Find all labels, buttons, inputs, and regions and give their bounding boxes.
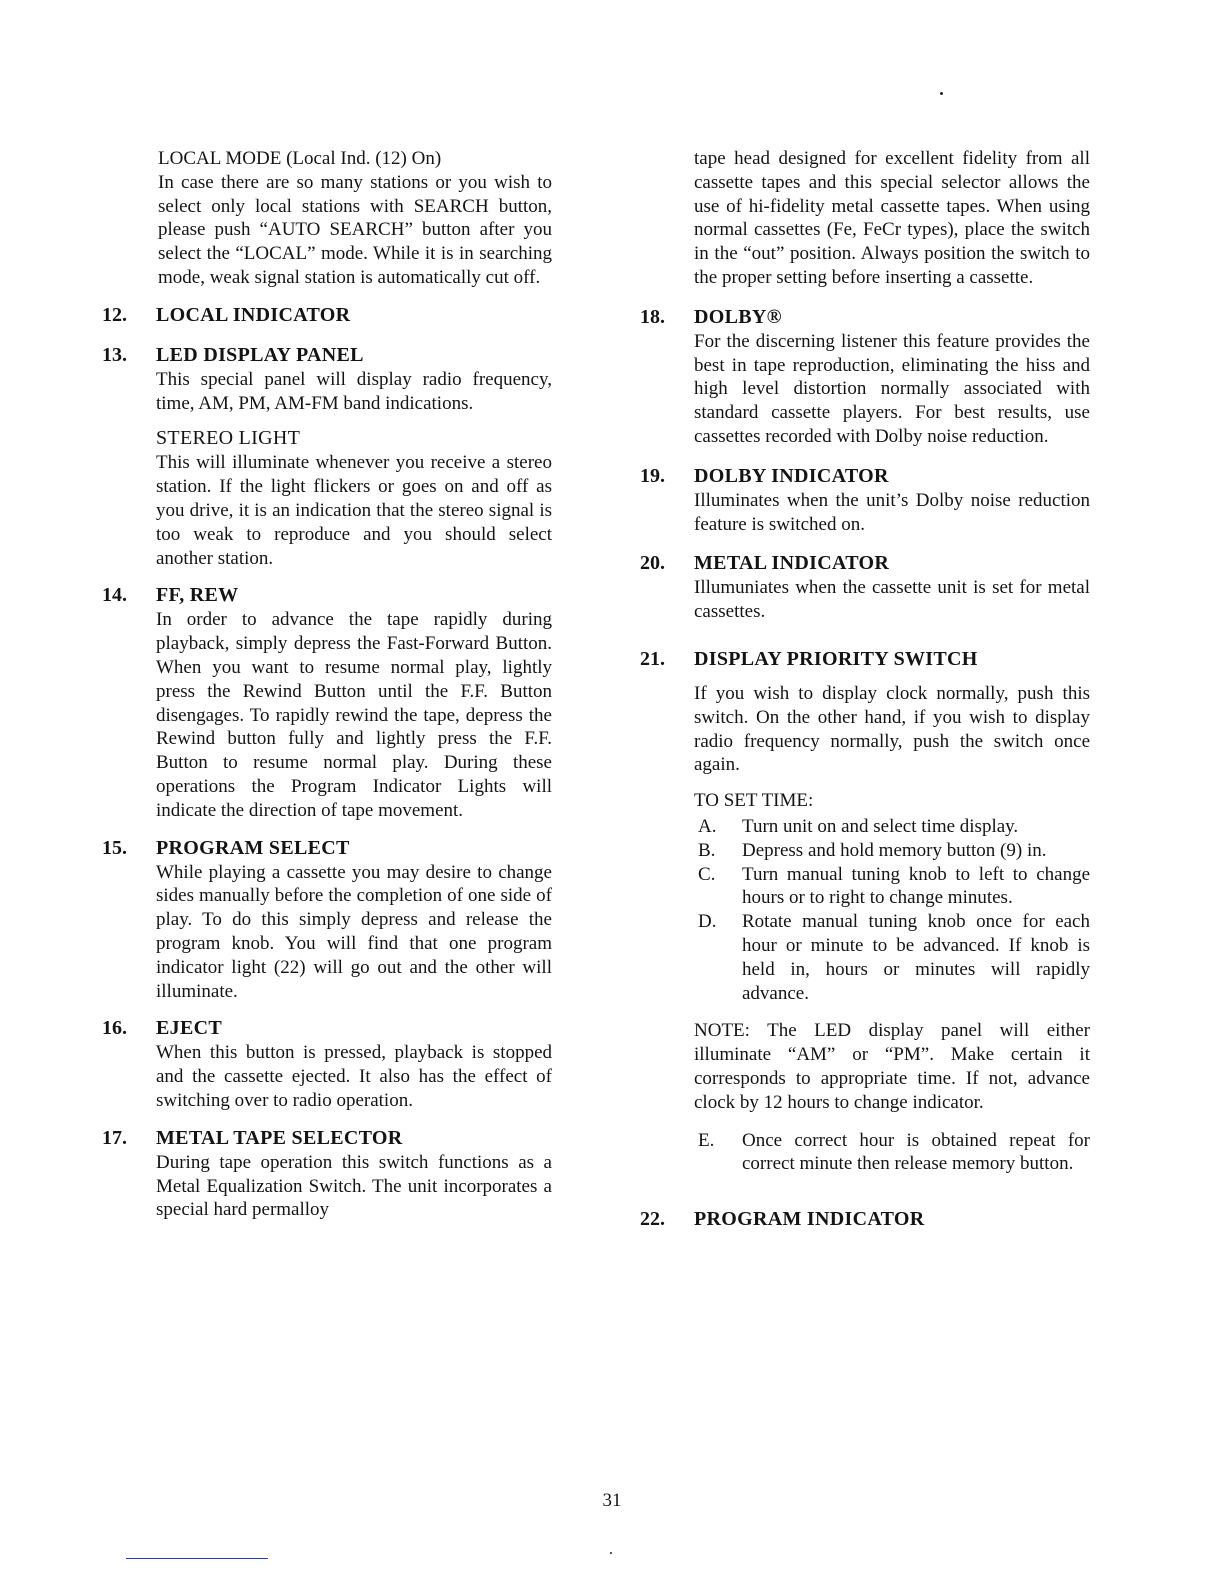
note-text: NOTE: The LED display panel will either illuminate “AM” or “PM”. Make certain it corresponds to appropriate time. If not, advance clock by 12 hours to change indicator. — [694, 1020, 1090, 1113]
section-number: 18. — [640, 305, 665, 328]
list-item — [694, 1129, 1090, 1177]
list-item-label: E. — [698, 1129, 715, 1151]
section-number: 16. — [102, 1017, 127, 1040]
right-column — [640, 144, 1090, 1232]
section-title: DOLBY INDICATOR — [694, 464, 889, 487]
section-17 — [102, 1125, 552, 1222]
section-14 — [102, 582, 552, 822]
section-number: 15. — [102, 836, 127, 859]
section-19 — [640, 463, 1090, 537]
list-item — [694, 910, 1090, 1005]
section-title: PROGRAM INDICATOR — [694, 1208, 925, 1231]
scan-speck — [610, 1552, 612, 1554]
continuation-body: tape head designed for excellent fidelity from all cassette tapes and this special selector allows the use of hi-fidelity metal cassette tapes. When using normal cassettes (Fe, FeCr types), place the switch in the “out” position. Always position the switch to the proper setting before inserting a cassette. — [694, 148, 1090, 288]
list-item — [694, 815, 1090, 839]
local-mode-body: In case there are so many stations or you wish to select only local stations with SEARCH button, please push “AUTO SEARCH” button after you select the “LOCAL” mode. While it is in searching mode, weak signal station is automatically cut off. — [158, 171, 552, 288]
list-item-label: C. — [698, 863, 716, 885]
list-item-text: Once correct hour is obtained repeat for correct minute then release memory button. — [742, 1129, 1090, 1175]
list-item-text: Turn unit on and select time display. — [742, 815, 1019, 837]
section-body: For the discerning listener this feature provides the best in tape reproduction, eliminating the hiss and high level distortion normally associated with standard cassette players. For best results, use cassettes recorded with Dolby noise reduction. — [694, 330, 1090, 447]
section-body: In order to advance the tape rapidly during playback, simply depress the Fast-Forward Button. When you want to resume normal play, lightly press the Rewind Button until the F.F. Button disengages. To rapidly rewind the tape, depress the Rewind button fully and lightly press the F.F. Button to resume normal play. During these operations the Program Indicator Lights will indicate the direction of tape movement. — [156, 609, 552, 821]
stereo-light-body: This will illuminate whenever you receive a stereo station. If the light flickers or goes on and off as you drive, it is an indication that the stereo signal is too weak to reproduce and you should select another station. — [156, 452, 552, 569]
section-title: PROGRAM SELECT — [156, 836, 350, 859]
section-number: 22. — [640, 1208, 665, 1231]
section-body: When this button is pressed, playback is stopped and the cassette ejected. It also has the effect of switching over to radio operation. — [156, 1042, 552, 1111]
section-title: DOLBY® — [694, 305, 782, 328]
section-number: 13. — [102, 343, 127, 366]
list-item-text: Rotate manual tuning knob once for each hour or minute to be advanced. If knob is held in, hours or minutes will rapidly advance. — [742, 911, 1090, 1004]
set-time-steps — [694, 815, 1090, 1005]
section-body: Illuminates when the unit’s Dolby noise reduction feature is switched on. — [694, 489, 1090, 535]
section-number: 20. — [640, 552, 665, 575]
section-body: If you wish to display clock normally, push this switch. On the other hand, if you wish to display radio frequency normally, push the switch once again. — [694, 682, 1090, 776]
section-title: METAL INDICATOR — [694, 552, 890, 575]
section-15 — [102, 835, 552, 1004]
section-body: During tape operation this switch functions as a Metal Equalization Switch. The unit incorporates a special hard permalloy — [156, 1151, 552, 1221]
list-item-label: A. — [698, 815, 717, 837]
metal-tape-continuation — [640, 147, 1090, 290]
scan-speck — [940, 92, 943, 95]
section-title: FF, REW — [156, 584, 239, 607]
list-item — [694, 839, 1090, 863]
stereo-light-title: STEREO LIGHT — [156, 427, 301, 450]
section-number: 12. — [102, 303, 127, 326]
section-title: EJECT — [156, 1017, 222, 1040]
section-number: 17. — [102, 1126, 127, 1149]
list-item-label: B. — [698, 839, 716, 861]
section-13 — [102, 342, 552, 571]
section-body: Illumuniates when the cassette unit is set for metal cassettes. — [694, 577, 1090, 623]
section-12 — [102, 302, 552, 328]
set-time-heading: TO SET TIME: — [694, 790, 814, 812]
section-20 — [640, 550, 1090, 624]
section-22 — [640, 1206, 1090, 1232]
list-item-text: Depress and hold memory button (9) in. — [742, 839, 1047, 861]
list-item — [694, 863, 1090, 911]
section-number: 14. — [102, 584, 127, 607]
section-16 — [102, 1015, 552, 1112]
local-mode-block — [158, 147, 552, 290]
section-21 — [640, 646, 1090, 1176]
section-title: DISPLAY PRIORITY SWITCH — [694, 647, 978, 670]
section-number: 19. — [640, 464, 665, 487]
section-number: 21. — [640, 647, 665, 670]
list-item-text: Turn manual tuning knob to left to change hours or to right to change minutes. — [742, 863, 1090, 909]
section-body: While playing a cassette you may desire to change sides manually before the completion of one side of play. To do this simply depress and release the program knob. You will find that one program indicator light (22) will go out and the other will illuminate. — [156, 861, 552, 1002]
section-18 — [640, 304, 1090, 449]
list-item-label: D. — [698, 911, 717, 933]
section-title: METAL TAPE SELECTOR — [156, 1126, 403, 1149]
section-title: LED DISPLAY PANEL — [156, 343, 364, 366]
page-number: 31 — [602, 1490, 622, 1511]
section-body: This special panel will display radio frequency, time, AM, PM, AM-FM band indications. — [156, 368, 552, 414]
footer-rule — [126, 1558, 268, 1559]
local-mode-heading: LOCAL MODE (Local Ind. (12) On) — [158, 148, 442, 169]
left-column — [102, 144, 552, 1222]
section-title: LOCAL INDICATOR — [156, 303, 351, 326]
